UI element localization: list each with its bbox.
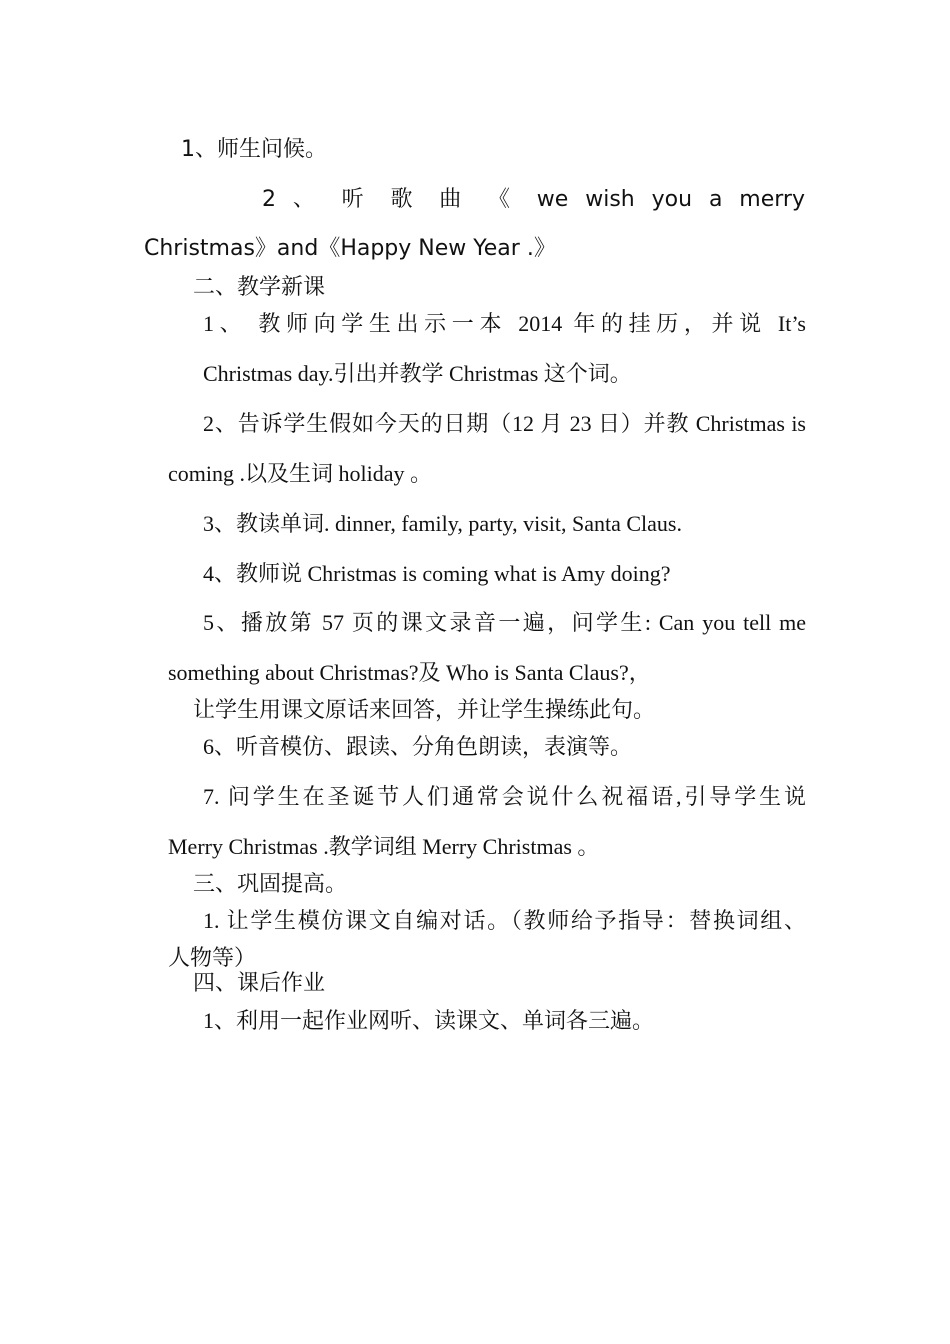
- section-heading-consolidation: 三、巩固提高。: [193, 871, 348, 896]
- section-heading-homework: 四、课后作业: [193, 970, 326, 995]
- consolidation-step-1: 1. 让学生模仿课文自编对话。（教师给予指导：替换词组、: [203, 908, 806, 933]
- greeting-line: 1、师生问候。: [181, 137, 327, 162]
- lesson-step-7-continued: Merry Christmas .教学词组 Merry Christmas 。: [168, 834, 600, 859]
- lesson-step-7: 7. 问学生在圣诞节人们通常会说什么祝福语,引导学生说: [203, 784, 806, 809]
- song-line-continued: Christmas》and《Happy New Year .》: [144, 236, 556, 261]
- homework-step-1: 1、利用一起作业网听、读课文、单词各三遍。: [203, 1008, 655, 1033]
- lesson-step-1-continued: Christmas day.引出并教学 Christmas 这个词。: [203, 361, 632, 386]
- lesson-step-2: 2、告诉学生假如今天的日期（12 月 23 日）并教 Christmas is: [203, 411, 806, 436]
- lesson-step-1: 1、 教师向学生出示一本 2014 年的挂历，并说 It’s: [203, 311, 806, 336]
- lesson-step-6: 6、听音模仿、跟读、分角色朗读，表演等。: [203, 734, 633, 759]
- lesson-step-5-continued: something about Christmas?及 Who is Santa Claus?，: [168, 660, 651, 685]
- song-line: 2 、 听 歌 曲 《 we wish you a merry: [262, 187, 805, 212]
- section-heading-new-lesson: 二、教学新课: [193, 274, 326, 299]
- lesson-step-3: 3、教读单词. dinner, family, party, visit, Santa Claus.: [203, 511, 682, 536]
- lesson-step-4: 4、教师说 Christmas is coming what is Amy doing?: [203, 561, 671, 586]
- lesson-step-5-instruction: 让学生用课文原话来回答，并让学生操练此句。: [193, 697, 656, 722]
- consolidation-step-1-continued: 人物等）: [168, 945, 257, 970]
- lesson-step-2-continued: coming .以及生词 holiday 。: [168, 461, 432, 486]
- lesson-step-5: 5、播放第 57 页的课文录音一遍，问学生: Can you tell me: [203, 610, 806, 635]
